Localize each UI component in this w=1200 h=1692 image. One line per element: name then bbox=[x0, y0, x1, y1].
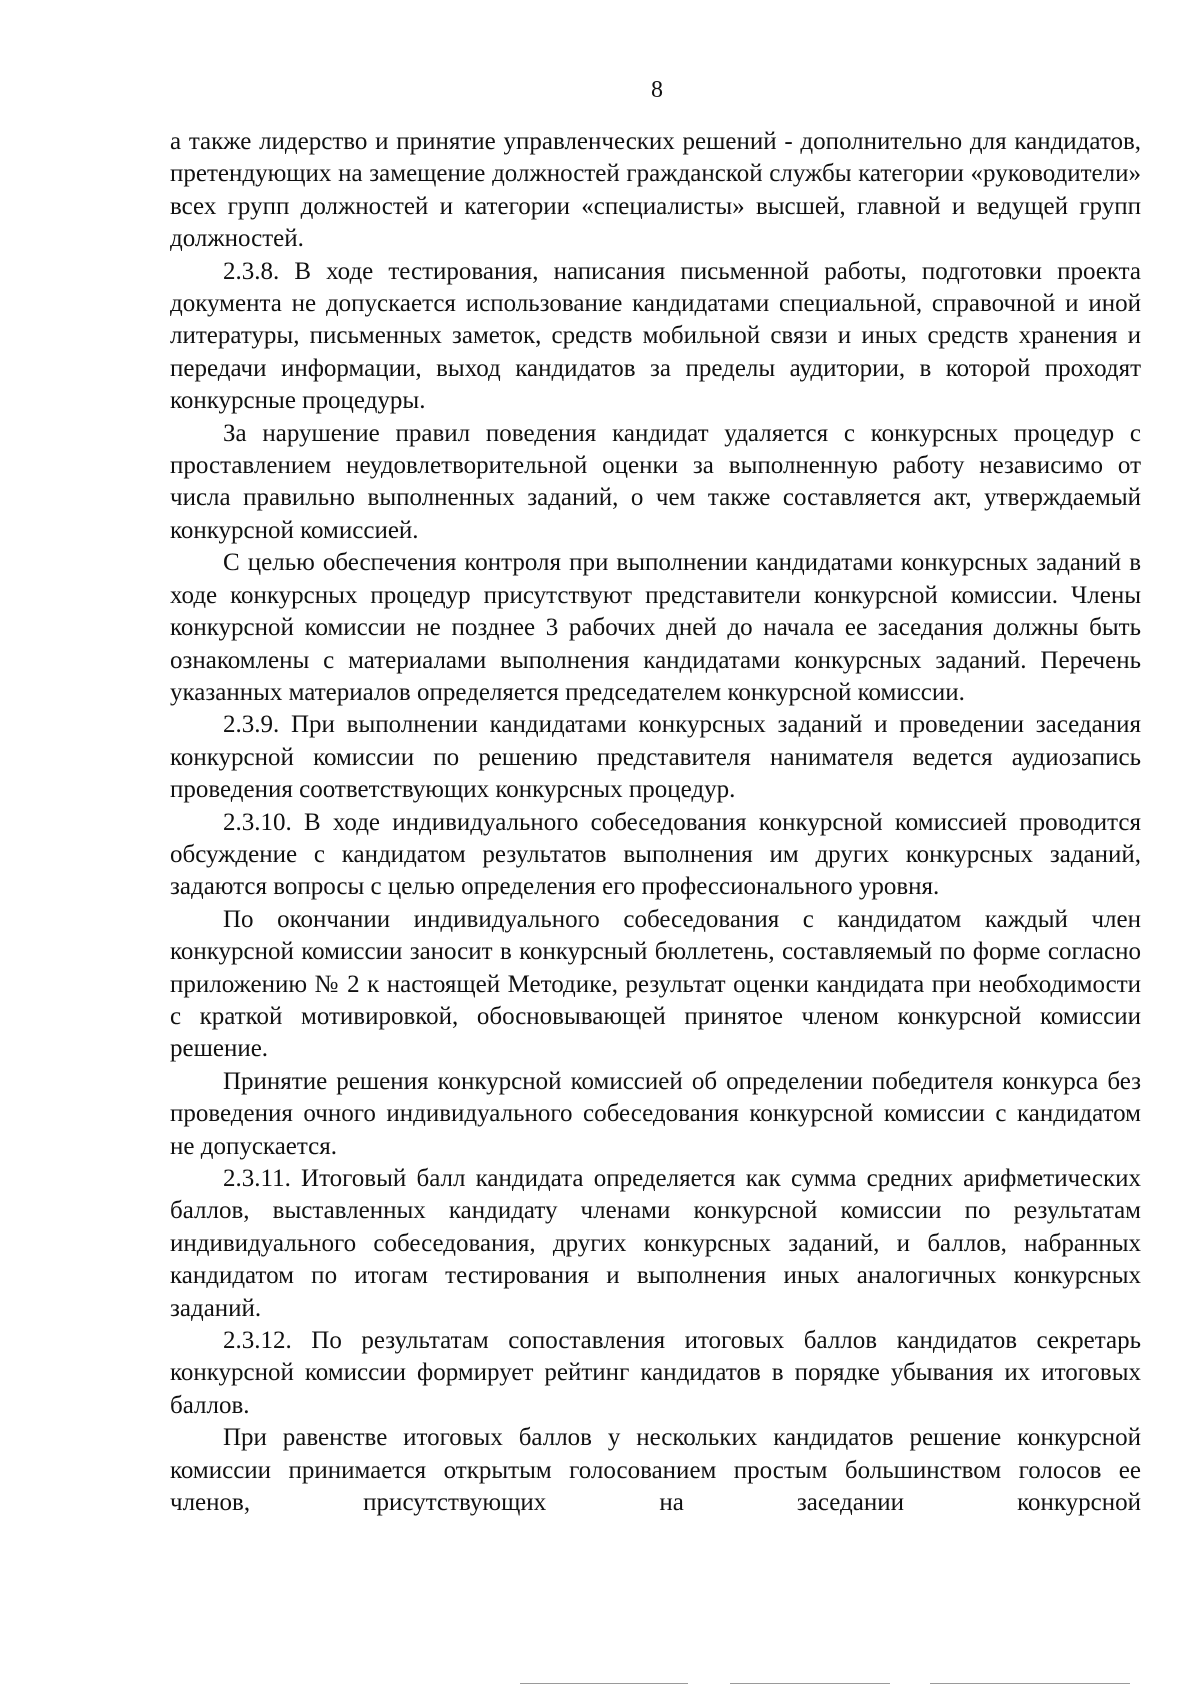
paragraph-equal-scores: При равенстве итоговых баллов у нескольких кандидатов решение конкурсной комиссии принимается открытым голосованием простым большинством голосов ее членов, присутствующих на заседании конкурсной bbox=[170, 1424, 1141, 1517]
paragraph-2-3-11: 2.3.11. Итоговый балл кандидата определяется как сумма средних арифметических баллов, выставленных кандидату членами конкурсной комиссии по результатам индивидуального собеседования, других конкурсных заданий, и баллов, набранных кандидатом по итогам тестирования и выполнения иных аналогичных конкурсных заданий. bbox=[170, 1165, 1141, 1322]
paragraph-ballot: По окончании индивидуального собеседования с кандидатом каждый член конкурсной комиссии заносит в конкурсный бюллетень, составляемый по форме согласно приложению № 2 к настоящей Методике, результат оценки кандидата при необходимости с краткой мотивировкой, обосновывающей принятое членом конкурсной комиссии решение. bbox=[170, 905, 1141, 1063]
paragraph-2-3-12: 2.3.12. По результатам сопоставления итоговых баллов кандидатов секретарь конкурсной комиссии формирует рейтинг кандидатов в порядке убывания их итоговых баллов. bbox=[170, 1327, 1141, 1419]
scan-edge-lines bbox=[0, 1683, 1200, 1687]
paragraph-leadership-continuation: а также лидерство и принятие управленческих решений - дополнительно для кандидатов, претендующих на замещение должностей гражданской службы категории «руководители» всех групп должностей и категории «специалисты» высшей, главной и ведущей групп должностей. bbox=[170, 128, 1141, 253]
paragraph-2-3-10: 2.3.10. В ходе индивидуального собеседования конкурсной комиссией проводится обсуждение с кандидатом результатов выполнения им других конкурсных заданий, задаются вопросы с целью определения его профессионального уровня. bbox=[170, 808, 1141, 901]
paragraph-2-3-9: 2.3.9. При выполнении кандидатами конкурсных заданий и проведении заседания конкурсной комиссии по решению представителя нанимателя ведется аудиозапись проведения соответствующих конкурсных процедур. bbox=[170, 711, 1141, 804]
paragraph-control-presence: С целью обеспечения контроля при выполнении кандидатами конкурсных заданий в ходе конкурсных процедур присутствуют представители конкурсной комиссии. Члены конкурсной комиссии не позднее 3 рабочих дней до начала ее заседания должны быть ознакомлены с материалами выполнения кандидатами конкурсных заданий. Перечень указанных материалов определяется председателем конкурсной комиссии. bbox=[170, 549, 1141, 706]
paragraph-no-interview: Принятие решения конкурсной комиссией об определении победителя конкурса без проведения очного индивидуального собеседования конкурсной комиссии с кандидатом не допускается. bbox=[170, 1067, 1141, 1160]
document-body bbox=[170, 126, 1141, 1519]
paragraph-2-3-8: 2.3.8. В ходе тестирования, написания письменной работы, подготовки проекта документа не допускается использование кандидатами специальной, справочной и иной литературы, письменных заметок, средств мобильной связи и иных средств хранения и передачи информации, выход кандидатов за пределы аудитории, в которой проходят конкурсные процедуры. bbox=[170, 257, 1141, 415]
page-number: 8 bbox=[651, 77, 663, 103]
paragraph-rules-violation: За нарушение правил поведения кандидат удаляется с конкурсных процедур с проставлением неудовлетворительной оценки за выполненную работу независимо от числа правильно выполненных заданий, о чем также составляется акт, утверждаемый конкурсной комиссией. bbox=[170, 419, 1141, 544]
